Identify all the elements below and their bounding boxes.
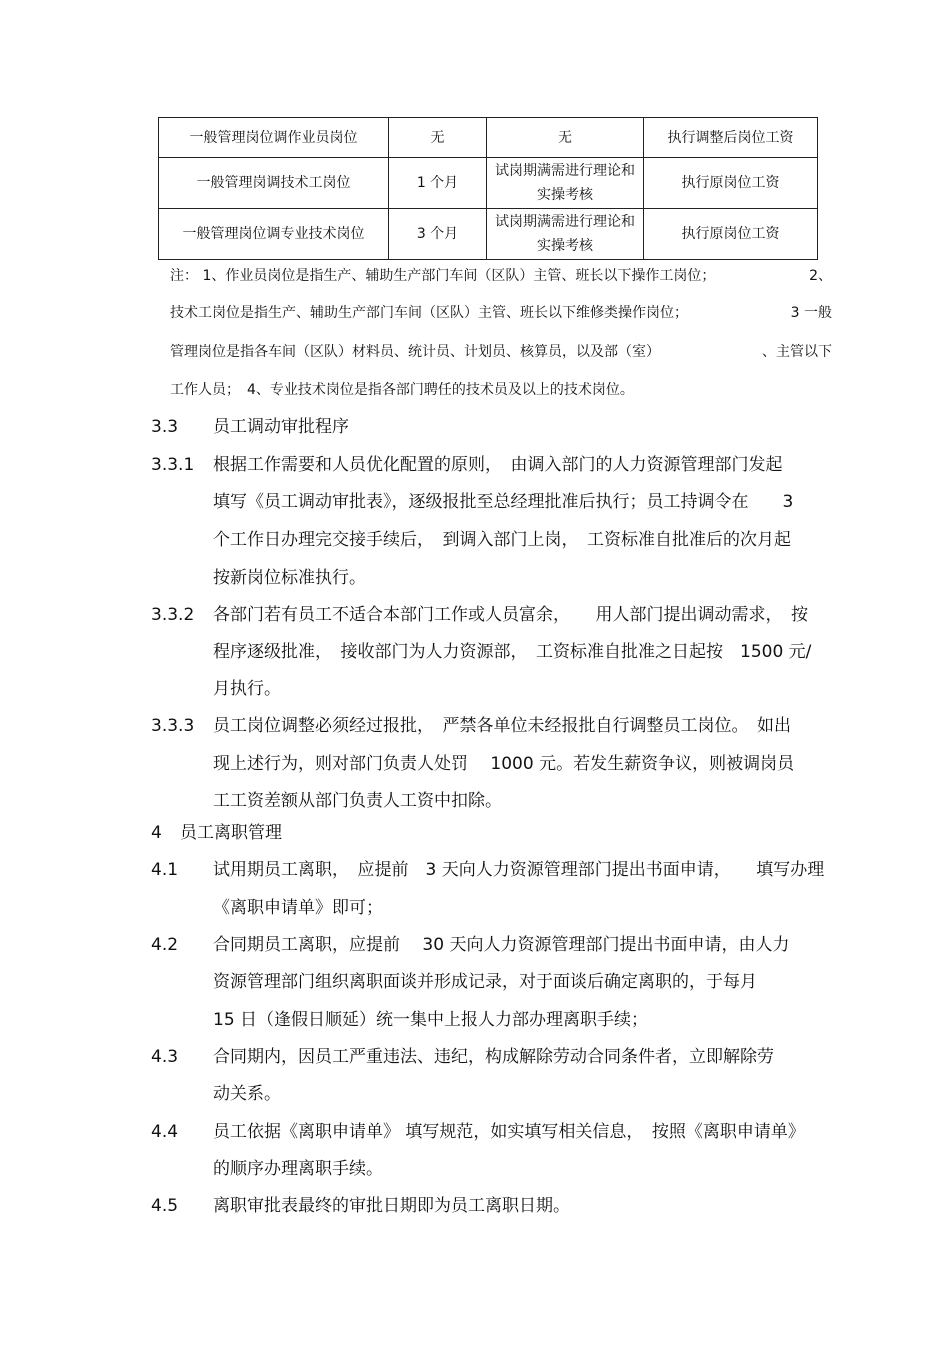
clause-number: 3.3.1 xyxy=(151,455,195,475)
clause-number: 4.1 xyxy=(151,860,179,880)
table-cell: 执行调整后岗位工资 xyxy=(644,118,818,158)
table-cell: 1 个月 xyxy=(389,158,487,209)
note-text: 技术工岗位是指生产、辅助生产部门车间（区队）主管、班长以下维修类操作岗位； xyxy=(170,305,688,321)
table-cell: 无 xyxy=(487,118,644,158)
table-row xyxy=(159,209,818,260)
clause-text: 程序逐级批准， 接收部门为人力资源部， 工资标准自批准之日起按 1500 元/ xyxy=(213,642,812,662)
table-cell: 试岗期满需进行理论和实操考核 xyxy=(487,158,644,209)
table-cell: 执行原岗位工资 xyxy=(644,209,818,260)
note-text-right: 3 一般 xyxy=(790,305,832,321)
section-title: 员工离职管理 xyxy=(180,823,282,843)
table-cell: 3 个月 xyxy=(389,209,487,260)
note-text: 管理岗位是指各车间（区队）材料员、统计员、计划员、核算员，以及部（室） xyxy=(170,344,660,360)
table-cell: 一般管理岗位调作业员岗位 xyxy=(159,118,389,158)
section-number: 4 xyxy=(151,823,162,843)
table-row xyxy=(159,118,818,158)
table-cell: 无 xyxy=(389,118,487,158)
clause-number: 4.3 xyxy=(151,1047,179,1067)
clause-text: 员工岗位调整必须经过报批， 严禁各单位未经报批自行调整员工岗位。 如出 xyxy=(213,716,791,736)
clause-text: 个工作日办理完交接手续后， 到调入部门上岗， 工资标准自批准后的次月起 xyxy=(213,530,791,550)
post-adjustment-table xyxy=(158,117,818,260)
clause-text: 离职审批表最终的审批日期即为员工离职日期。 xyxy=(213,1196,570,1216)
clause-number: 4.5 xyxy=(151,1196,179,1216)
clause-text: 资源管理部门组织离职面谈并形成记录，对于面谈后确定离职的，于每月 xyxy=(213,972,757,992)
clause-number: 4.4 xyxy=(151,1122,179,1142)
clause-text: 的顺序办理离职手续。 xyxy=(213,1159,383,1179)
clause-text: 合同期内，因员工严重违法、违纪，构成解除劳动合同条件者，立即解除劳 xyxy=(213,1047,774,1067)
table-cell: 执行原岗位工资 xyxy=(644,158,818,209)
clause-number: 3.3.3 xyxy=(151,716,195,736)
table-note-line xyxy=(170,342,832,362)
note-text-right: 、主管以下 xyxy=(762,344,832,360)
table-cell: 一般管理岗位调专业技术岗位 xyxy=(159,209,389,260)
clause-text: 各部门若有员工不适合本部门工作或人员富余， 用人部门提出调动需求， 按 xyxy=(213,605,808,625)
clause-text: 员工依据《离职申请单》 填写规范，如实填写相关信息， 按照《离职申请单》 xyxy=(213,1122,805,1142)
clause-text: 动关系。 xyxy=(213,1084,281,1104)
table-cell: 一般管理岗调技术工岗位 xyxy=(159,158,389,209)
note-text: 工作人员； 4、专业技术岗位是指各部门聘任的技术员及以上的技术岗位。 xyxy=(170,382,634,398)
table-cell: 试岗期满需进行理论和实操考核 xyxy=(487,209,644,260)
clause-text: 试用期员工离职， 应提前 3 天向人力资源管理部门提出书面申请， 填写办理 xyxy=(213,860,825,880)
clause-text: 15 日（逢假日顺延）统一集中上报人力部办理离职手续； xyxy=(213,1010,649,1030)
clause-text: 按新岗位标准执行。 xyxy=(213,568,366,588)
clause-text: 月执行。 xyxy=(213,679,281,699)
clause-text: 根据工作需要和人员优化配置的原则， 由调入部门的人力资源管理部门发起 xyxy=(213,455,783,475)
clause-text: 填写《员工调动审批表》，逐级报批至总经理批准后执行；员工持调令在 3 xyxy=(213,492,794,512)
clause-text: 《离职申请单》即可； xyxy=(213,898,383,918)
section-title: 员工调动审批程序 xyxy=(213,417,349,437)
clause-text: 工工资差额从部门负责人工资中扣除。 xyxy=(213,791,502,811)
clause-text: 现上述行为，则对部门负责人处罚 1000 元。若发生薪资争议，则被调岗员 xyxy=(213,754,795,774)
table-note-line xyxy=(170,266,832,286)
clause-number: 3.3.2 xyxy=(151,605,195,625)
note-text: 注： 1、作业员岗位是指生产、辅助生产部门车间（区队）主管、班长以下操作工岗位； xyxy=(170,268,716,284)
section-number: 3.3 xyxy=(151,417,179,437)
table-note-line xyxy=(170,303,832,323)
note-text-right: 2、 xyxy=(809,268,832,284)
clause-text: 合同期员工离职，应提前 30 天向人力资源管理部门提出书面申请，由人力 xyxy=(213,935,790,955)
clause-number: 4.2 xyxy=(151,935,179,955)
table-note-line xyxy=(170,380,832,400)
table-row xyxy=(159,158,818,209)
